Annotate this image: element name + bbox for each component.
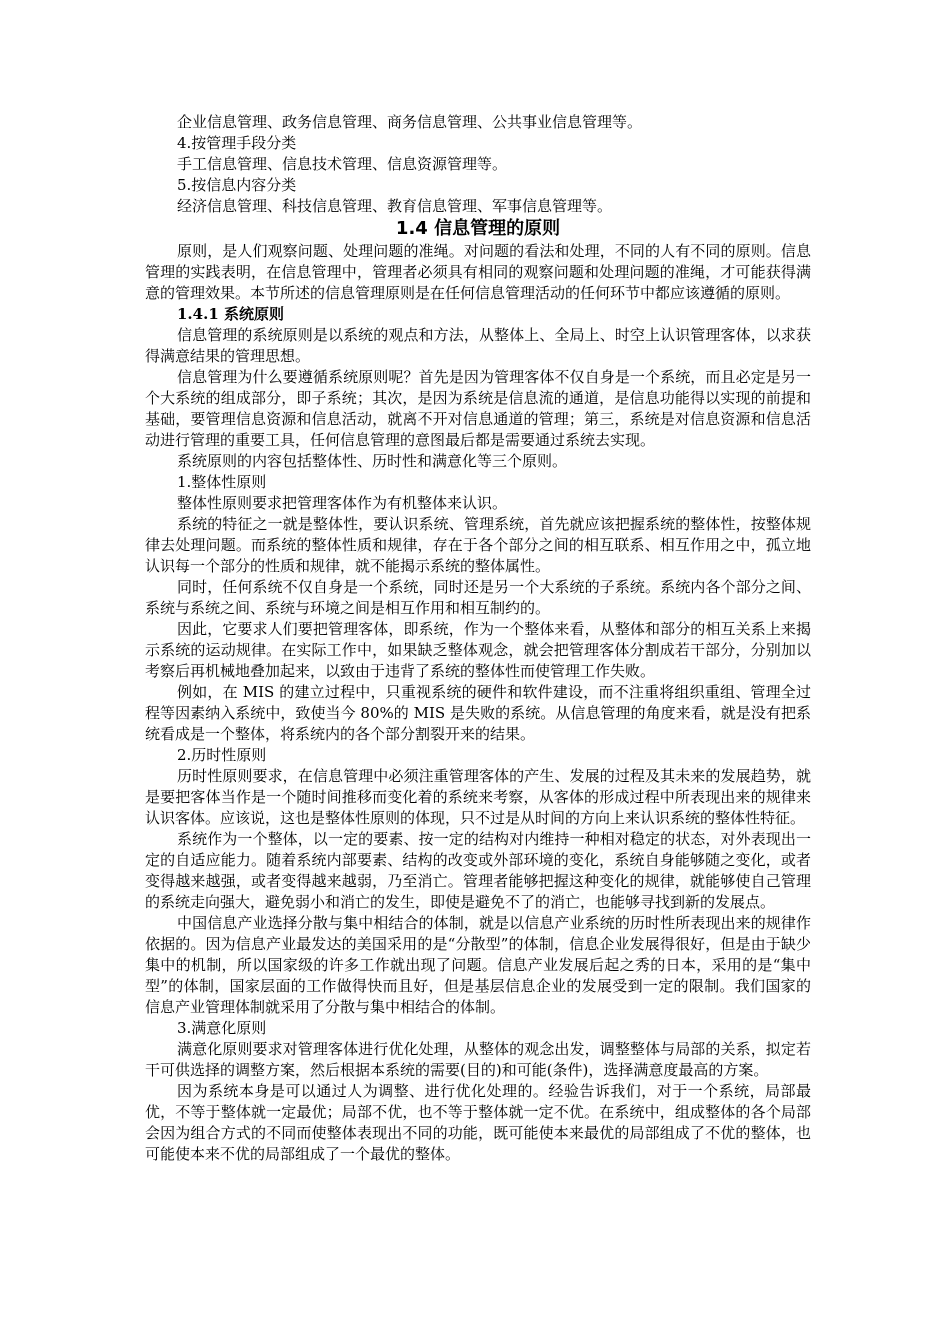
paragraph: 系统作为一个整体，以一定的要素、按一定的结构对内维持一种相对稳定的状态，对外表现出一定的自适应能力。随着系统内部要素、结构的改变或外部环境的变化，系统自身能够随之变化，或者变得越来越强，或者变得越来越弱，乃至消亡。管理者能够把握这种变化的规律，就能够使自己管理的系统走向强大，避免弱小和消亡的发生，即使是避免不了的消亡，也能够寻找到新的发展点。 [145,830,811,911]
paragraph: 同时，任何系统不仅自身是一个系统，同时还是另一个大系统的子系统。系统内各个部分之间、系统与系统之间、系统与环境之间是相互作用和相互制约的。 [145,578,811,617]
paragraph: 系统的特征之一就是整体性，要认识系统、管理系统，首先就应该把握系统的整体性，按整体规律去处理问题。而系统的整体性质和规律，存在于各个部分之间的相互联系、相互作用之中，孤立地认识每一个部分的性质和规律，就不能揭示系统的整体属性。 [145,515,811,575]
principle-heading: 2.历时性原则 [177,746,267,764]
paragraph: 信息管理的系统原则是以系统的观点和方法，从整体上、全局上、时空上认识管理客体，以求获得满意结果的管理思想。 [145,326,811,365]
document-page [145,112,811,1165]
paragraph: 因此，它要求人们要把管理客体，即系统，作为一个整体来看，从整体和部分的相互关系上来揭示系统的运动规律。在实际工作中，如果缺乏整体观念，就会把管理客体分割成若干部分，分别加以考察后再机械地叠加起来，以致由于违背了系统的整体性而使管理工作失败。 [145,620,811,680]
intro-line: 4.按管理手段分类 [177,134,297,152]
intro-line: 企业信息管理、政务信息管理、商务信息管理、公共事业信息管理等。 [177,113,643,131]
paragraph: 信息管理为什么要遵循系统原则呢？首先是因为管理客体不仅自身是一个系统，而且必定是另一个大系统的组成部分，即子系统；其次，是因为系统是信息流的通道，是信息功能得以实现的前提和基础，要管理信息资源和信息活动，就离不开对信息通道的管理；第三，系统是对信息资源和信息活动进行管理的重要工具，任何信息管理的意图最后都是需要通过系统去实现。 [145,368,811,449]
intro-line: 经济信息管理、科技信息管理、教育信息管理、军事信息管理等。 [177,197,613,215]
paragraph: 整体性原则要求把管理客体作为有机整体来认识。 [177,494,508,512]
paragraph: 中国信息产业选择分散与集中相结合的体制，就是以信息产业系统的历时性所表现出来的规律作依据的。因为信息产业最发达的美国采用的是“分散型”的体制，信息企业发展得很好，但是由于缺少集中的机制，所以国家级的许多工作就出现了问题。信息产业发展后起之秀的日本，采用的是“集中型”的体制，国家层面的工作做得快而且好，但是基层信息企业的发展受到一定的限制。我们国家的信息产业管理体制就采用了分散与集中相结合的体制。 [145,914,811,1016]
subsection-title: 1.4.1 系统原则 [177,305,284,323]
intro-line: 手工信息管理、信息技术管理、信息资源管理等。 [177,155,508,173]
paragraph: 系统原则的内容包括整体性、历时性和满意化等三个原则。 [177,452,568,470]
paragraph: 历时性原则要求，在信息管理中必须注重管理客体的产生、发展的过程及其未来的发展趋势，就是要把客体当作是一个随时间推移而变化着的系统来考察，从客体的形成过程中所表现出来的规律来认识客体。应该说，这也是整体性原则的体现，只不过是从时间的方向上来认识系统的整体性特征。 [145,767,811,827]
paragraph: 满意化原则要求对管理客体进行优化处理，从整体的观念出发，调整整体与局部的关系，拟定若干可供选择的调整方案，然后根据本系统的需要(目的)和可能(条件)，选择满意度最高的方案。 [145,1040,811,1079]
section-title: 1.4 信息管理的原则 [395,218,561,239]
principle-heading: 1.整体性原则 [177,473,267,491]
paragraph: 因为系统本身是可以通过人为调整、进行优化处理的。经验告诉我们，对于一个系统，局部最优，不等于整体就一定最优；局部不优，也不等于整体就一定不优。在系统中，组成整体的各个局部会因为组合方式的不同而使整体表现出不同的功能，既可能使本来最优的局部组成了不优的整体，也可能使本来不优的局部组成了一个最优的整体。 [145,1082,811,1163]
section-intro: 原则，是人们观察问题、处理问题的准绳。对问题的看法和处理，不同的人有不同的原则。信息管理的实践表明，在信息管理中，管理者必须具有相同的观察问题和处理问题的准绳，才可能获得满意的管理效果。本节所述的信息管理原则是在任何信息管理活动的任何环节中都应该遵循的原则。 [145,242,811,302]
principle-heading: 3.满意化原则 [177,1019,267,1037]
intro-line: 5.按信息内容分类 [177,176,297,194]
paragraph: 例如，在 MIS 的建立过程中，只重视系统的硬件和软件建设，而不注重将组织重组、管理全过程等因素纳入系统中，致使当今 80%的 MIS 是失败的系统。从信息管理的角度来看，就是没有把系统看成是一个整体，将系统内的各个部分割裂开来的结果。 [145,683,811,743]
